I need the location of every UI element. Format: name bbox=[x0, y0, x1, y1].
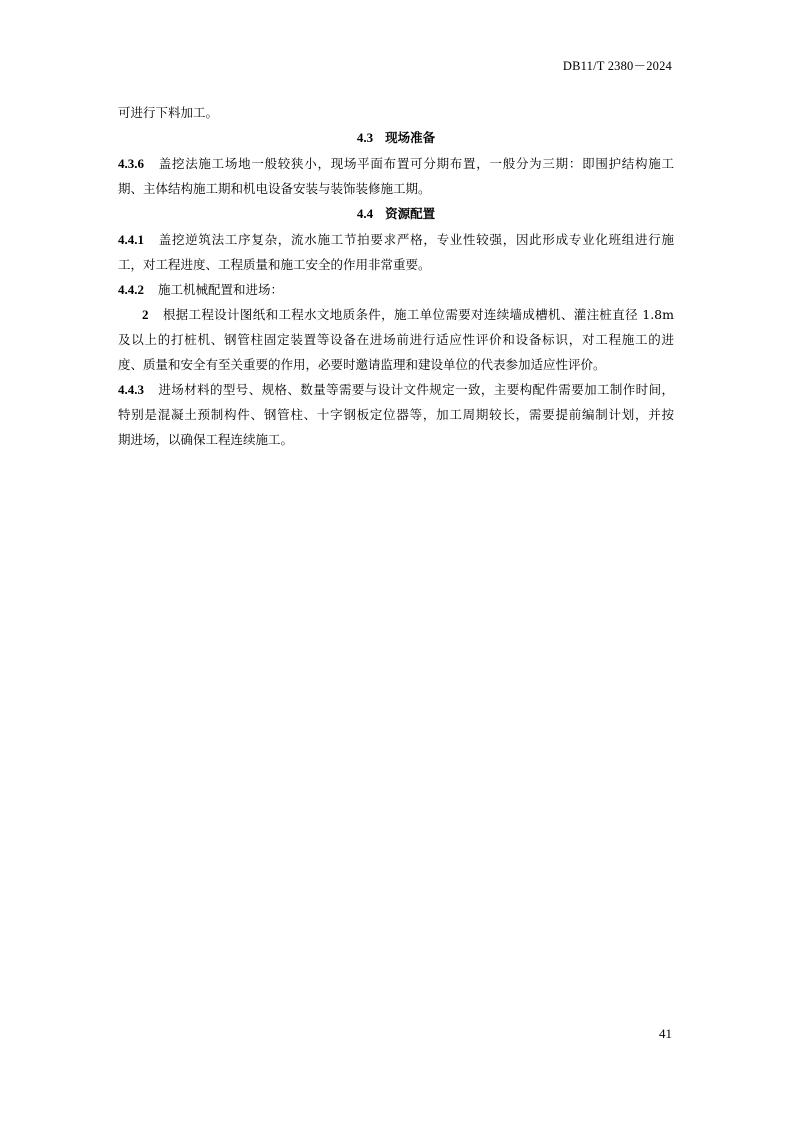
section-number: 4.4 bbox=[356, 206, 374, 221]
clause-4-3-6-line-2: 期、主体结构施工期和机电设备安装与装饰装修施工期。 bbox=[118, 181, 431, 196]
item-text: 根据工程设计图纸和工程水文地质条件，施工单位需要对连续墙成槽机、灌注桩直径 1.8m bbox=[162, 307, 674, 322]
continuation-text: 可进行下料加工。 bbox=[118, 105, 219, 120]
clause-4-4-3-line-1 bbox=[118, 377, 674, 402]
item-2-line-2: 及以上的打桩机、钢管柱固定装置等设备在进场前进行适应性评价和设备标识，对工程施工的进 bbox=[118, 332, 674, 347]
section-heading-4-4 bbox=[118, 201, 674, 227]
section-title: 资源配置 bbox=[385, 206, 436, 221]
clause-text: 盖挖逆筑法工序复杂，流水施工节拍要求严格，专业性较强，因此形成专业化班组进行施 bbox=[158, 232, 674, 247]
clause-4-3-6-line-1 bbox=[118, 151, 674, 176]
item-2-line-1 bbox=[118, 302, 674, 327]
section-number: 4.3 bbox=[356, 130, 374, 145]
clause-text: 进场材料的型号、规格、数量等需要与设计文件规定一致，主要构配件需要加工制作时间， bbox=[158, 382, 674, 397]
clause-number: 4.4.2 bbox=[118, 282, 144, 297]
clause-4-4-3-line-3: 期进场，以确保工程连续施工。 bbox=[118, 432, 294, 447]
clause-text: 盖挖法施工场地一般较狭小，现场平面布置可分期布置，一般分为三期：即围护结构施工 bbox=[158, 156, 674, 171]
standard-code: DB11/T 2380－2024 bbox=[562, 59, 672, 73]
clause-number: 4.4.3 bbox=[118, 382, 144, 397]
clause-number: 4.4.1 bbox=[118, 232, 144, 247]
clause-text: 施工机械配置和进场： bbox=[158, 282, 284, 297]
clause-4-4-1-line-2: 工，对工程进度、工程质量和施工安全的作用非常重要。 bbox=[118, 257, 431, 272]
item-2-line-3: 度、质量和安全有至关重要的作用，必要时邀请监理和建设单位的代表参加适应性评价。 bbox=[118, 357, 606, 372]
page-number: 41 bbox=[659, 1026, 672, 1041]
clause-4-4-3-line-2: 特别是混凝土预制构件、钢管柱、十字钢板定位器等，加工周期较长，需要提前编制计划，并按 bbox=[118, 407, 674, 422]
clause-4-4-1-line-1 bbox=[118, 227, 674, 252]
page-body bbox=[118, 100, 674, 452]
clause-number: 4.3.6 bbox=[118, 156, 144, 171]
section-title: 现场准备 bbox=[385, 130, 436, 145]
item-number: 2 bbox=[142, 307, 149, 322]
section-heading-4-3 bbox=[118, 125, 674, 151]
clause-4-4-2 bbox=[118, 277, 674, 302]
